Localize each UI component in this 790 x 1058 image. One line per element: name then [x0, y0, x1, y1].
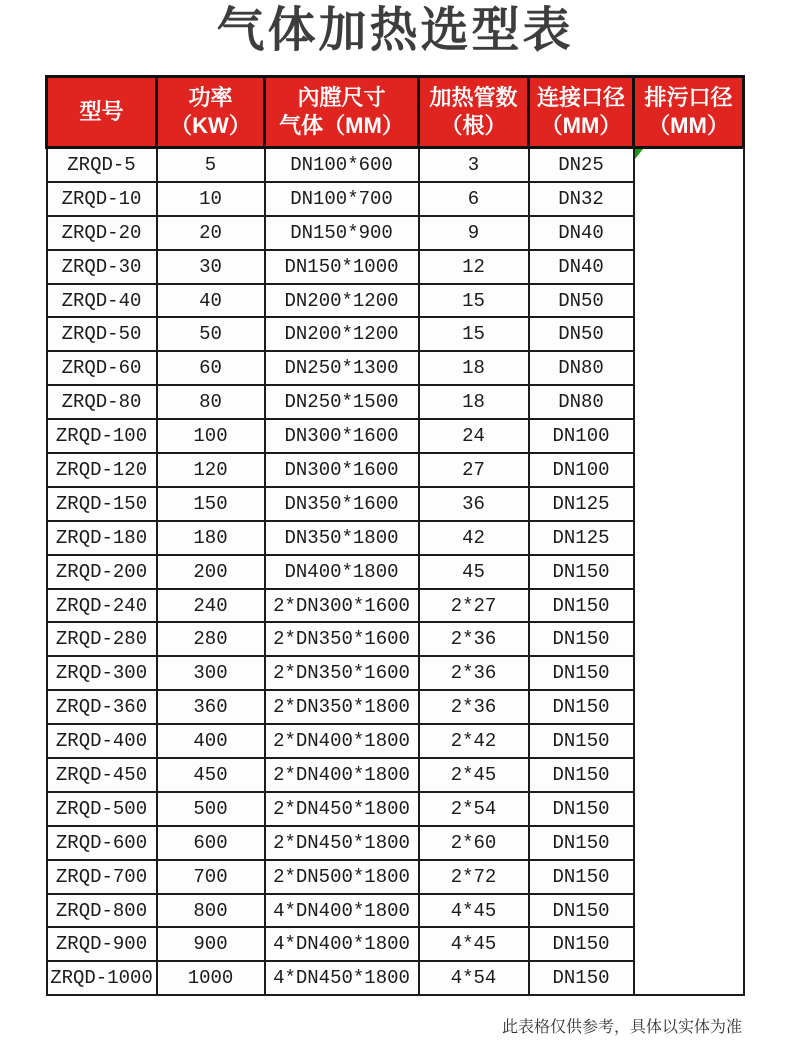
cell-model: ZRQD-10	[47, 182, 157, 216]
cell-drain-diameter-merged	[634, 148, 744, 996]
cell-model: ZRQD-100	[47, 419, 157, 453]
cell-chamber-size: 4*DN400*1800	[265, 894, 419, 928]
cell-connection-diameter: DN150	[529, 622, 634, 656]
cell-model: ZRQD-240	[47, 589, 157, 623]
cell-model: ZRQD-180	[47, 521, 157, 555]
cell-model: ZRQD-20	[47, 216, 157, 250]
cell-connection-diameter: DN150	[529, 724, 634, 758]
footer-note: 此表格仅供参考，具体以实体为准	[501, 1019, 742, 1036]
cell-model: ZRQD-500	[47, 792, 157, 826]
cell-power: 500	[157, 792, 265, 826]
header-tube-count	[419, 77, 529, 148]
cell-model: ZRQD-280	[47, 622, 157, 656]
cell-connection-diameter: DN150	[529, 860, 634, 894]
cell-chamber-size: DN150*900	[265, 216, 419, 250]
cell-chamber-size: DN100*700	[265, 182, 419, 216]
cell-tube-count: 2*36	[419, 622, 529, 656]
cell-power: 20	[157, 216, 265, 250]
cell-power: 700	[157, 860, 265, 894]
cell-model: ZRQD-30	[47, 250, 157, 284]
cell-power: 600	[157, 826, 265, 860]
cell-tube-count: 2*60	[419, 826, 529, 860]
header-connection-diameter-line2: （MM）	[540, 113, 622, 138]
cell-model: ZRQD-360	[47, 690, 157, 724]
cell-tube-count: 12	[419, 250, 529, 284]
cell-power: 60	[157, 351, 265, 385]
green-corner-marker-icon	[635, 149, 643, 159]
cell-power: 900	[157, 927, 265, 961]
header-drain-diameter-line1: 排污口径	[644, 85, 733, 110]
cell-chamber-size: DN250*1500	[265, 385, 419, 419]
cell-connection-diameter: DN125	[529, 521, 634, 555]
cell-tube-count: 24	[419, 419, 529, 453]
cell-tube-count: 45	[419, 555, 529, 589]
cell-tube-count: 2*36	[419, 656, 529, 690]
cell-power: 50	[157, 317, 265, 351]
cell-model: ZRQD-150	[47, 487, 157, 521]
cell-tube-count: 2*45	[419, 758, 529, 792]
cell-chamber-size: 2*DN400*1800	[265, 724, 419, 758]
page-title: 气体加热选型表	[216, 4, 574, 57]
cell-tube-count: 4*54	[419, 961, 529, 995]
cell-model: ZRQD-120	[47, 453, 157, 487]
cell-chamber-size: 2*DN450*1800	[265, 826, 419, 860]
cell-model: ZRQD-50	[47, 317, 157, 351]
cell-model: ZRQD-60	[47, 351, 157, 385]
cell-tube-count: 18	[419, 385, 529, 419]
cell-chamber-size: 4*DN400*1800	[265, 927, 419, 961]
cell-connection-diameter: DN50	[529, 284, 634, 318]
cell-model: ZRQD-400	[47, 724, 157, 758]
cell-tube-count: 3	[419, 148, 529, 182]
cell-power: 200	[157, 555, 265, 589]
cell-chamber-size: DN250*1300	[265, 351, 419, 385]
cell-connection-diameter: DN150	[529, 927, 634, 961]
cell-connection-diameter: DN150	[529, 894, 634, 928]
header-model-line1: 型号	[79, 99, 124, 124]
cell-connection-diameter: DN150	[529, 792, 634, 826]
cell-tube-count: 42	[419, 521, 529, 555]
cell-chamber-size: DN100*600	[265, 148, 419, 182]
cell-power: 360	[157, 690, 265, 724]
cell-connection-diameter: DN150	[529, 656, 634, 690]
cell-connection-diameter: DN40	[529, 250, 634, 284]
header-drain-diameter-line2: （MM）	[648, 113, 729, 138]
cell-model: ZRQD-600	[47, 826, 157, 860]
cell-power: 5	[157, 148, 265, 182]
cell-power: 400	[157, 724, 265, 758]
header-chamber-size-line1: 內膛尺寸	[297, 85, 386, 110]
cell-connection-diameter: DN80	[529, 385, 634, 419]
cell-connection-diameter: DN40	[529, 216, 634, 250]
cell-power: 180	[157, 521, 265, 555]
cell-chamber-size: 2*DN450*1800	[265, 792, 419, 826]
cell-power: 150	[157, 487, 265, 521]
cell-chamber-size: DN150*1000	[265, 250, 419, 284]
cell-tube-count: 4*45	[419, 894, 529, 928]
cell-connection-diameter: DN32	[529, 182, 634, 216]
cell-tube-count: 15	[419, 317, 529, 351]
cell-connection-diameter: DN150	[529, 758, 634, 792]
cell-tube-count: 2*42	[419, 724, 529, 758]
cell-power: 40	[157, 284, 265, 318]
header-chamber-size	[265, 77, 419, 148]
cell-chamber-size: 4*DN450*1800	[265, 961, 419, 995]
cell-connection-diameter: DN150	[529, 961, 634, 995]
header-power-line1: 功率	[188, 85, 233, 110]
cell-power: 800	[157, 894, 265, 928]
table-row	[47, 148, 744, 182]
header-connection-diameter	[529, 77, 634, 148]
cell-power: 120	[157, 453, 265, 487]
cell-model: ZRQD-300	[47, 656, 157, 690]
header-tube-count-line2: （根）	[440, 113, 507, 138]
cell-power: 1000	[157, 961, 265, 995]
cell-power: 280	[157, 622, 265, 656]
cell-model: ZRQD-5	[47, 148, 157, 182]
cell-model: ZRQD-800	[47, 894, 157, 928]
cell-chamber-size: DN300*1600	[265, 419, 419, 453]
cell-tube-count: 36	[419, 487, 529, 521]
cell-connection-diameter: DN150	[529, 690, 634, 724]
cell-connection-diameter: DN100	[529, 419, 634, 453]
cell-connection-diameter: DN25	[529, 148, 634, 182]
cell-chamber-size: DN400*1800	[265, 555, 419, 589]
cell-power: 450	[157, 758, 265, 792]
cell-connection-diameter: DN150	[529, 589, 634, 623]
cell-connection-diameter: DN50	[529, 317, 634, 351]
cell-tube-count: 2*54	[419, 792, 529, 826]
cell-chamber-size: 2*DN350*1800	[265, 690, 419, 724]
cell-connection-diameter: DN125	[529, 487, 634, 521]
cell-chamber-size: 2*DN400*1800	[265, 758, 419, 792]
cell-tube-count: 2*27	[419, 589, 529, 623]
cell-chamber-size: DN200*1200	[265, 284, 419, 318]
cell-model: ZRQD-1000	[47, 961, 157, 995]
cell-connection-diameter: DN100	[529, 453, 634, 487]
cell-connection-diameter: DN80	[529, 351, 634, 385]
cell-power: 100	[157, 419, 265, 453]
header-connection-diameter-line1: 连接口径	[536, 85, 625, 110]
cell-model: ZRQD-200	[47, 555, 157, 589]
cell-power: 240	[157, 589, 265, 623]
cell-connection-diameter: DN150	[529, 826, 634, 860]
cell-power: 30	[157, 250, 265, 284]
cell-chamber-size: 2*DN350*1600	[265, 656, 419, 690]
cell-tube-count: 18	[419, 351, 529, 385]
header-chamber-size-line2: 气体（MM）	[279, 113, 404, 138]
cell-power: 80	[157, 385, 265, 419]
cell-chamber-size: DN300*1600	[265, 453, 419, 487]
spec-table	[45, 75, 745, 996]
cell-chamber-size: DN350*1600	[265, 487, 419, 521]
cell-model: ZRQD-80	[47, 385, 157, 419]
header-model	[47, 77, 157, 148]
cell-chamber-size: 2*DN500*1800	[265, 860, 419, 894]
header-power	[157, 77, 265, 148]
header-power-line2: （KW）	[170, 113, 251, 138]
cell-tube-count: 2*36	[419, 690, 529, 724]
cell-power: 10	[157, 182, 265, 216]
cell-tube-count: 4*45	[419, 927, 529, 961]
cell-connection-diameter: DN150	[529, 555, 634, 589]
cell-tube-count: 27	[419, 453, 529, 487]
cell-tube-count: 2*72	[419, 860, 529, 894]
header-tube-count-line1: 加热管数	[429, 85, 518, 110]
cell-chamber-size: DN350*1800	[265, 521, 419, 555]
cell-model: ZRQD-450	[47, 758, 157, 792]
cell-chamber-size: 2*DN300*1600	[265, 589, 419, 623]
cell-model: ZRQD-40	[47, 284, 157, 318]
header-drain-diameter	[634, 77, 744, 148]
cell-tube-count: 6	[419, 182, 529, 216]
header-row	[47, 77, 744, 148]
cell-chamber-size: 2*DN350*1600	[265, 622, 419, 656]
cell-chamber-size: DN200*1200	[265, 317, 419, 351]
cell-model: ZRQD-900	[47, 927, 157, 961]
table-body	[47, 148, 744, 996]
cell-tube-count: 9	[419, 216, 529, 250]
cell-model: ZRQD-700	[47, 860, 157, 894]
cell-tube-count: 15	[419, 284, 529, 318]
cell-power: 300	[157, 656, 265, 690]
